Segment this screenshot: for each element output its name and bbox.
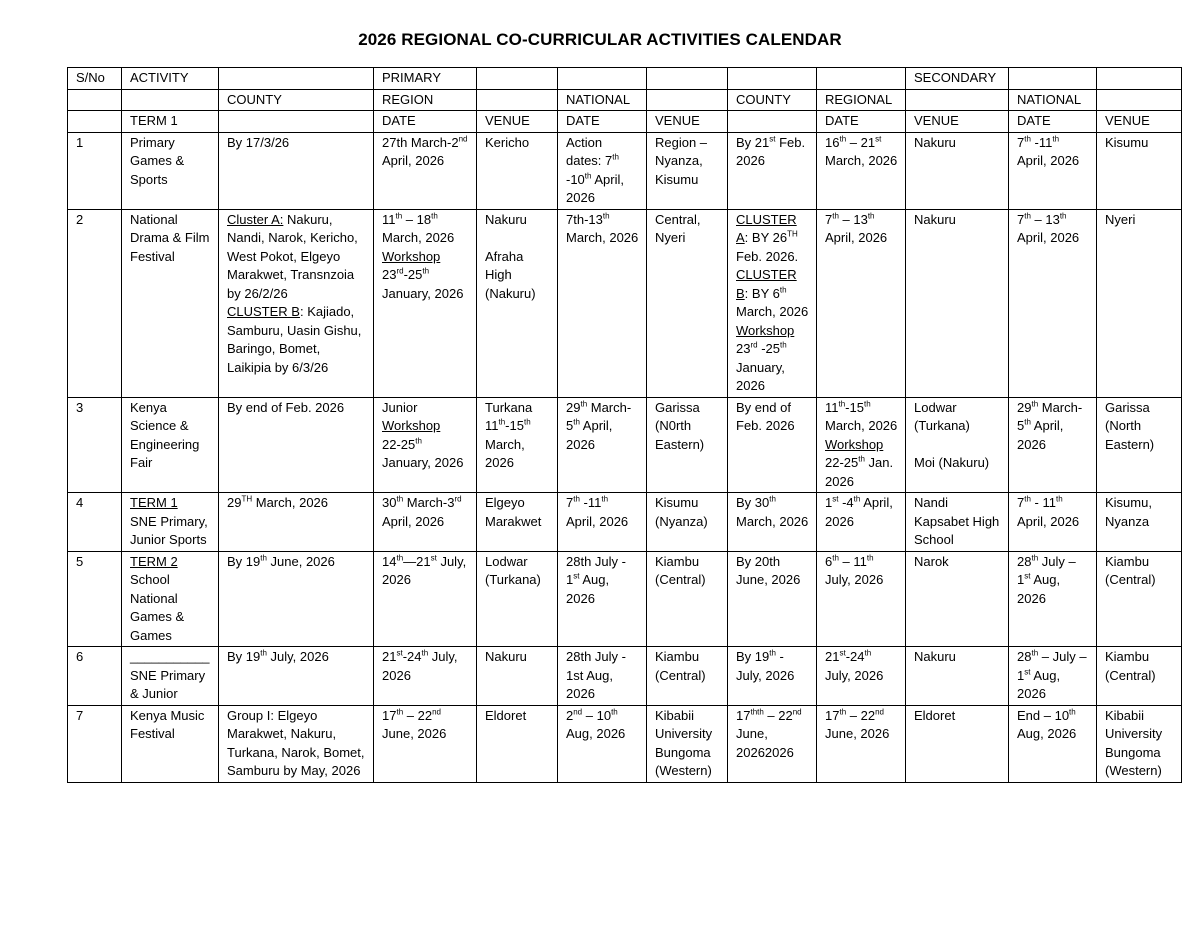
row-national-venue: Kiambu (Central) xyxy=(647,647,728,706)
header-empty xyxy=(477,68,558,90)
header-term: TERM 1 xyxy=(122,111,219,133)
activities-calendar-table xyxy=(67,67,1182,783)
row-secondary-national-date: 28th – July – 1st Aug, 2026 xyxy=(1009,647,1097,706)
header-empty xyxy=(1097,89,1182,111)
header-empty xyxy=(68,89,122,111)
row-national-date: 29th March-5th April, 2026 xyxy=(558,397,647,493)
row-regional-date: 16th – 21st March, 2026 xyxy=(817,132,906,209)
row-activity: TERM 1 SNE Primary, Junior Sports xyxy=(122,493,219,552)
row-primary-venue: Turkana 11th-15th March, 2026 xyxy=(477,397,558,493)
row-county: By end of Feb. 2026 xyxy=(219,397,374,493)
row-primary-venue: Kericho xyxy=(477,132,558,209)
row-regional-venue: Nandi Kapsabet High School xyxy=(906,493,1009,552)
row-national-venue: Kibabii University Bungoma (Western) xyxy=(647,705,728,782)
header-empty xyxy=(219,111,374,133)
header-empty xyxy=(1009,68,1097,90)
row-primary-date: 11th – 18th March, 2026 Workshop 23rd-25th January, 2026 xyxy=(374,209,477,397)
header-primary: PRIMARY xyxy=(374,68,477,90)
header-national-secondary: NATIONAL xyxy=(1009,89,1097,111)
row-activity: Kenya Music Festival xyxy=(122,705,219,782)
row-sno: 2 xyxy=(68,209,122,397)
header-activity: ACTIVITY xyxy=(122,68,219,90)
row-regional-date: 6th – 11th July, 2026 xyxy=(817,551,906,647)
row-secondary-national-date: 7th – 13th April, 2026 xyxy=(1009,209,1097,397)
row-primary-date: 17th – 22nd June, 2026 xyxy=(374,705,477,782)
row-primary-date: 14th—21st July, 2026 xyxy=(374,551,477,647)
header-empty xyxy=(817,68,906,90)
row-secondary-county: By 30th March, 2026 xyxy=(728,493,817,552)
row-national-venue: Region – Nyanza, Kisumu xyxy=(647,132,728,209)
header-empty xyxy=(219,68,374,90)
row-sno: 6 xyxy=(68,647,122,706)
row-regional-venue: Eldoret xyxy=(906,705,1009,782)
row-activity: Kenya Science & Engineering Fair xyxy=(122,397,219,493)
row-regional-date: 1st -4th April, 2026 xyxy=(817,493,906,552)
row-primary-date: 30th March-3rd April, 2026 xyxy=(374,493,477,552)
header-empty xyxy=(906,89,1009,111)
row-sno: 5 xyxy=(68,551,122,647)
row-primary-venue: Nakuru Afraha High (Nakuru) xyxy=(477,209,558,397)
row-national-date: 7th-13th March, 2026 xyxy=(558,209,647,397)
header-venue: VENUE xyxy=(477,111,558,133)
row-regional-venue: Nakuru xyxy=(906,647,1009,706)
header-venue: VENUE xyxy=(1097,111,1182,133)
row-national-date: 7th -11th April, 2026 xyxy=(558,493,647,552)
row-regional-venue: Narok xyxy=(906,551,1009,647)
row-national-venue: Garissa (N0rth Eastern) xyxy=(647,397,728,493)
row-secondary-county: By 21st Feb. 2026 xyxy=(728,132,817,209)
row-secondary-national-date: 29th March-5th April, 2026 xyxy=(1009,397,1097,493)
page-title: 2026 REGIONAL CO-CURRICULAR ACTIVITIES CALENDAR xyxy=(358,30,842,49)
header-empty xyxy=(728,68,817,90)
header-empty xyxy=(68,111,122,133)
row-regional-date: 11th-15th March, 2026 Workshop 22-25th Jan. 2026 xyxy=(817,397,906,493)
row-sno: 1 xyxy=(68,132,122,209)
row-secondary-county: By end of Feb. 2026 xyxy=(728,397,817,493)
row-secondary-national-date: 7th -11th April, 2026 xyxy=(1009,132,1097,209)
table-row xyxy=(68,493,1182,552)
row-secondary-county: $17^{thth} - 22nd$ June, 20262026 xyxy=(728,705,817,782)
row-secondary-county: By 20th June, 2026 xyxy=(728,551,817,647)
row-county: By 19th July, 2026 xyxy=(219,647,374,706)
header-empty xyxy=(647,89,728,111)
row-secondary-national-venue: Garissa (North Eastern) xyxy=(1097,397,1182,493)
row-secondary-national-date: 7th - 11th April, 2026 xyxy=(1009,493,1097,552)
header-secondary: SECONDARY xyxy=(906,68,1009,90)
row-regional-date: 17th – 22nd June, 2026 xyxy=(817,705,906,782)
row-county: By 17/3/26 xyxy=(219,132,374,209)
header-empty xyxy=(558,68,647,90)
row-secondary-national-date: 28th July – 1st Aug, 2026 xyxy=(1009,551,1097,647)
row-secondary-national-venue: Kiambu (Central) xyxy=(1097,647,1182,706)
row-activity: ___________ SNE Primary & Junior xyxy=(122,647,219,706)
row-primary-venue: Lodwar (Turkana) xyxy=(477,551,558,647)
row-national-date: 28th July - 1st Aug, 2026 xyxy=(558,551,647,647)
table-row xyxy=(68,647,1182,706)
row-national-date: 28th July - 1st Aug, 2026 xyxy=(558,647,647,706)
header-row-2 xyxy=(68,89,1182,111)
row-primary-date: 21st-24th July, 2026 xyxy=(374,647,477,706)
row-secondary-national-venue: Kiambu (Central) xyxy=(1097,551,1182,647)
header-venue: VENUE xyxy=(906,111,1009,133)
row-national-venue: Kisumu (Nyanza) xyxy=(647,493,728,552)
row-secondary-national-venue: Kisumu xyxy=(1097,132,1182,209)
header-date: DATE xyxy=(374,111,477,133)
row-county: 29TH March, 2026 xyxy=(219,493,374,552)
header-national: NATIONAL xyxy=(558,89,647,111)
row-secondary-national-venue: Nyeri xyxy=(1097,209,1182,397)
row-secondary-national-venue: Kisumu, Nyanza xyxy=(1097,493,1182,552)
row-secondary-national-date: End – 10th Aug, 2026 xyxy=(1009,705,1097,782)
header-county: COUNTY xyxy=(219,89,374,111)
table-row xyxy=(68,132,1182,209)
row-primary-venue: Elgeyo Marakwet xyxy=(477,493,558,552)
header-county-secondary: COUNTY xyxy=(728,89,817,111)
row-national-date: 2nd – 10th Aug, 2026 xyxy=(558,705,647,782)
row-regional-venue: Lodwar (Turkana) Moi (Nakuru) xyxy=(906,397,1009,493)
header-empty xyxy=(728,111,817,133)
row-activity: National Drama & Film Festival xyxy=(122,209,219,397)
row-regional-date: 21st-24th July, 2026 xyxy=(817,647,906,706)
row-sno: 3 xyxy=(68,397,122,493)
header-empty xyxy=(477,89,558,111)
table-row xyxy=(68,397,1182,493)
header-empty xyxy=(122,89,219,111)
table-row xyxy=(68,209,1182,397)
row-regional-venue: Nakuru xyxy=(906,132,1009,209)
header-row-1 xyxy=(68,68,1182,90)
header-empty xyxy=(647,68,728,90)
header-regional: REGIONAL xyxy=(817,89,906,111)
row-activity: TERM 2 School National Games & Games xyxy=(122,551,219,647)
header-date: DATE xyxy=(1009,111,1097,133)
row-primary-date: Junior Workshop 22-25th January, 2026 xyxy=(374,397,477,493)
row-national-venue: Kiambu (Central) xyxy=(647,551,728,647)
header-date: DATE xyxy=(817,111,906,133)
row-national-date: Action dates: 7th -10th April, 2026 xyxy=(558,132,647,209)
row-secondary-county: CLUSTER A: BY 26TH Feb. 2026. CLUSTER B: BY 6th March, 2026 Workshop 23rd -25th January, 2026 xyxy=(728,209,817,397)
row-regional-venue: Nakuru xyxy=(906,209,1009,397)
header-venue: VENUE xyxy=(647,111,728,133)
header-sno: S/No xyxy=(68,68,122,90)
header-region: REGION xyxy=(374,89,477,111)
row-activity: Primary Games & Sports xyxy=(122,132,219,209)
row-national-venue: Central, Nyeri xyxy=(647,209,728,397)
header-row-3 xyxy=(68,111,1182,133)
row-regional-date: 7th – 13th April, 2026 xyxy=(817,209,906,397)
row-sno: 7 xyxy=(68,705,122,782)
row-primary-venue: Eldoret xyxy=(477,705,558,782)
table-row xyxy=(68,705,1182,782)
header-empty xyxy=(1097,68,1182,90)
row-county: By 19th June, 2026 xyxy=(219,551,374,647)
row-county: Group I: Elgeyo Marakwet, Nakuru, Turkana, Narok, Bomet, Samburu by May, 2026 xyxy=(219,705,374,782)
row-primary-venue: Nakuru xyxy=(477,647,558,706)
row-secondary-national-venue: Kibabii University Bungoma (Western) xyxy=(1097,705,1182,782)
header-date: DATE xyxy=(558,111,647,133)
row-sno: 4 xyxy=(68,493,122,552)
row-primary-date: 27th March-2nd April, 2026 xyxy=(374,132,477,209)
row-county: Cluster A: Nakuru, Nandi, Narok, Kericho, West Pokot, Elgeyo Marakwet, Transnzoia by 26/2/26 CLUSTER B: Kajiado, Samburu, Uasin Gishu, Baringo, Bomet, Laikipia by 6/3/26 xyxy=(219,209,374,397)
row-secondary-county: By 19th - July, 2026 xyxy=(728,647,817,706)
table-row xyxy=(68,551,1182,647)
